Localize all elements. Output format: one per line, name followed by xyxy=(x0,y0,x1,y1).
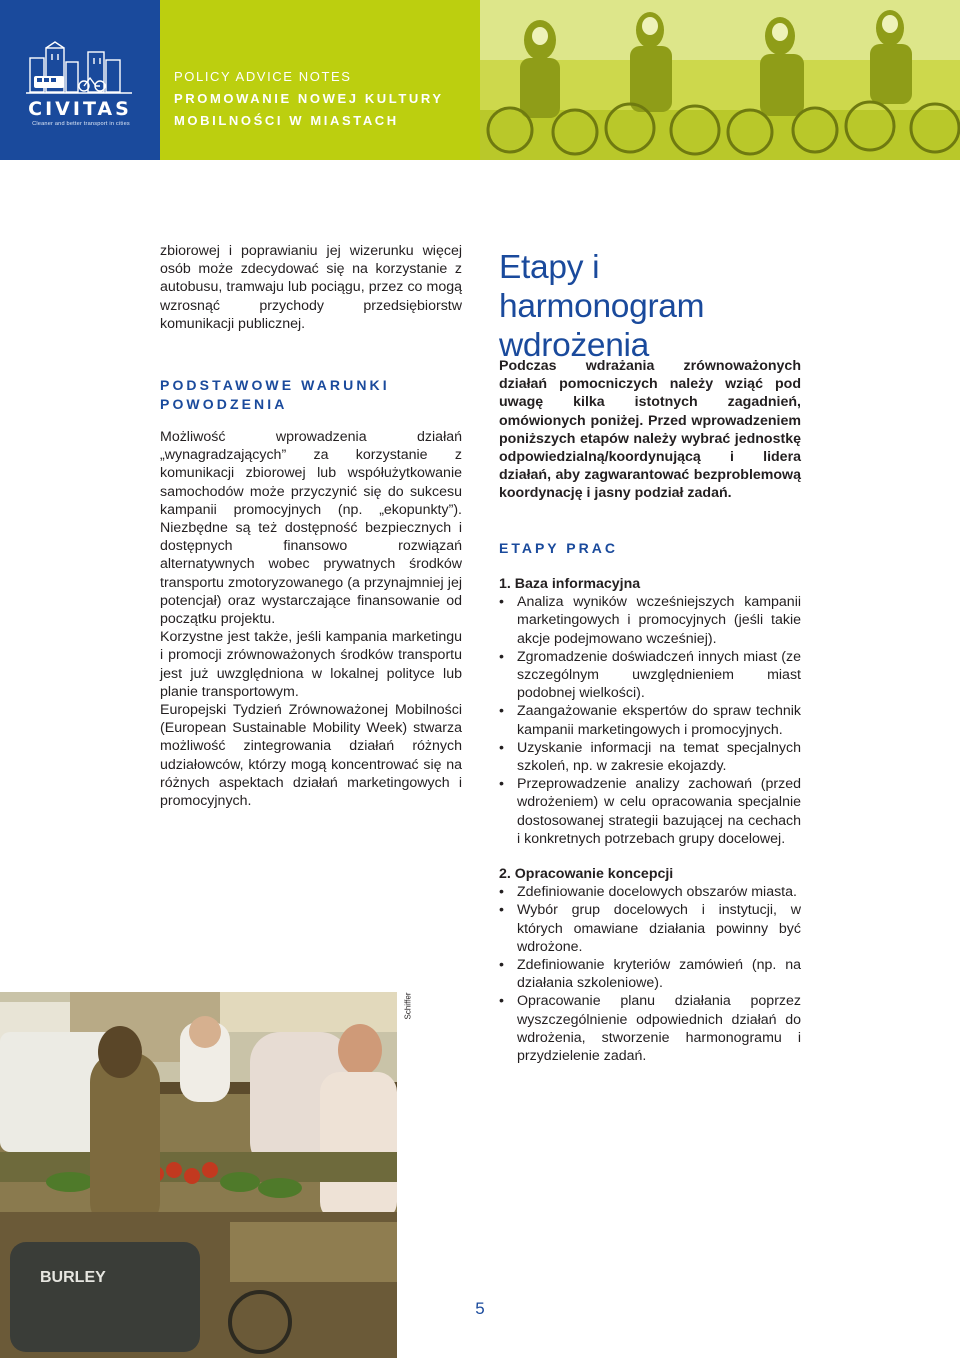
civitas-logo xyxy=(0,0,160,160)
list-item xyxy=(499,593,801,648)
list-item xyxy=(499,883,801,901)
list-item-text: Zdefiniowanie kryteriów zamówień (np. na działania szkoleniowe). xyxy=(517,957,801,992)
list-item-text: Przeprowadzenie analizy zachowań (przed wdrożeniem) w celu opracowania specjalnie dostosowanej strategii bazującej na cechach i konkretnych potrzebach grupy docelowej. xyxy=(517,776,801,847)
intro-continuation xyxy=(160,242,462,333)
list-item-text: Wybór grup docelowych i instytucji, w których omawiane działania powinny być wdrożone. xyxy=(517,902,801,955)
stage-title: 1. Baza informacyjna xyxy=(499,576,641,592)
success-conditions-body xyxy=(160,428,462,810)
cyclists-photo xyxy=(480,0,960,160)
list-item xyxy=(499,901,801,956)
list-item-text: Zaangażowanie ekspertów do spraw technik kampanii marketingowych i promocyjnych. xyxy=(517,703,801,738)
section-title xyxy=(499,248,801,365)
bullet-icon: • xyxy=(499,902,504,919)
document-title-line1: PROMOWANIE NOWEJ KULTURY xyxy=(174,91,444,106)
document-title-line2: MOBILNOŚCI W MIASTACH xyxy=(174,113,399,128)
section-title-line1: Etapy i harmonogram xyxy=(499,249,705,325)
bullet-icon: • xyxy=(499,993,504,1010)
stage-title: 2. Opracowanie koncepcji xyxy=(499,866,674,882)
bullet-icon: • xyxy=(499,957,504,974)
list-item-text: Opracowanie planu działania poprzez wyszczególnienie odpowiednich działań do wdrożenia, stworzenie harmonogramu i przydzielenie zadań. xyxy=(517,993,801,1065)
stage-item-list xyxy=(499,883,801,1065)
list-item xyxy=(499,648,801,703)
stage-block xyxy=(499,575,801,848)
section-heading-line2: POWODZENIA xyxy=(160,396,288,412)
stage-block xyxy=(499,865,801,1065)
stages-heading: ETAPY PRAC xyxy=(499,540,618,556)
bullet-icon: • xyxy=(499,776,504,793)
section-title-line2: wdrożenia xyxy=(499,327,649,364)
bullet-icon: • xyxy=(499,703,504,720)
bullet-icon: • xyxy=(499,739,504,756)
intro-paragraph: zbiorowej i poprawianiu jej wizerunku więcej osób może zdecydować się na korzystanie z autobusu, tramwaju lub pociągu, przez co mogą wzrosnąć przychody przedsiębiorstw komunikacji publicznej. xyxy=(160,243,462,332)
page-header xyxy=(0,0,960,160)
page-number: 5 xyxy=(475,1299,485,1318)
logo-tagline: Cleaner and better transport in cities xyxy=(32,121,130,127)
bullet-icon: • xyxy=(499,594,504,611)
list-item-text: Analiza wyników wcześniejszych kampanii marketingowych i promocyjnych (jeśli takie akcje podejmowano wcześniej). xyxy=(517,594,801,647)
stage-item-list xyxy=(499,593,801,848)
list-item-text: Uzyskanie informacji na temat specjalnych szkoleń, np. w zakresie ekojazdy. xyxy=(517,739,801,775)
photo-credit-text: Schiffer xyxy=(403,992,413,1020)
section-heading-line1: PODSTAWOWE WARUNKI xyxy=(160,377,390,393)
list-item xyxy=(499,992,801,1065)
photo-credit xyxy=(402,990,414,1022)
list-item-text: Zgromadzenie doświadczeń innych miast (ze szczególnym uwzględnieniem miast podobnej wielkości). xyxy=(517,648,801,702)
logo-wordmark: CIVITAS xyxy=(28,98,132,120)
list-item-text: Zdefiniowanie docelowych obszarów miasta. xyxy=(517,884,797,901)
list-item xyxy=(499,775,801,848)
series-name: POLICY ADVICE NOTES xyxy=(174,69,352,84)
list-item xyxy=(499,739,801,775)
bullet-icon: • xyxy=(499,648,504,665)
list-item xyxy=(499,956,801,992)
section-heading-success-conditions xyxy=(160,376,462,414)
market-stall-photo xyxy=(0,992,397,1358)
city-skyline-icon xyxy=(22,40,138,96)
svg-text:BURLEY: BURLEY xyxy=(40,1269,106,1286)
header-titles xyxy=(174,66,444,132)
bullet-icon: • xyxy=(499,884,504,901)
lead-paragraph: Podczas wdrażania zrównoważonych działań pomocniczych należy wziąć pod uwagę kilka istotnych zagadnień, omówionych poniżej. Przed wprowadzeniem poniższych etapów należy wybrać jednostkę odpowiedzialną/koordynującą i lidera działań, aby zagwarantować bezproblemową koordynację i jasny podział zadań. xyxy=(499,358,801,502)
body-paragraph: Korzystne jest także, jeśli kampania marketingu i promocji zrównoważonych środków transportu jest już uwzględniona w lokalnej polityce lub planie transportowym. xyxy=(160,629,462,700)
body-paragraph: Europejski Tydzień Zrównoważonej Mobilności (European Sustainable Mobility Week) stwarza możliwość zintegrowania działań różnych udziałowców, którzy mogą koncentrować się na różnych aspektach działań marketingowych i promocyjnych. xyxy=(160,702,462,810)
list-item xyxy=(499,702,801,738)
body-paragraph: Możliwość wprowadzenia działań „wynagradzających” za korzystanie z komunikacji zbiorowej lub współużytkowanie samochodów może przyczynić się do sukcesu kampanii promocyjnych (np. „ekopunkty”). Niezbędne są też dostępność bezpiecznych i dostępnych finansowo rozwiązań alternatywnych wobec prywatnych środków transportu zmotoryzowanego (a przynajmniej jej potencjał) oraz wystarczające finansowanie od początku projektu. xyxy=(160,429,462,628)
